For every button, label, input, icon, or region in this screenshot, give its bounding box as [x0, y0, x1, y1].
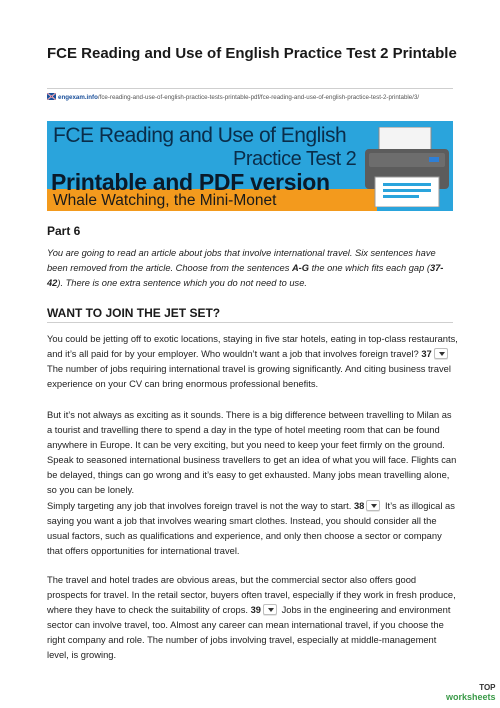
article-paragraph: [47, 332, 459, 392]
banner-line-1: FCE Reading and Use of English: [53, 124, 347, 147]
banner-line-2: Practice Test 2: [233, 148, 357, 170]
part-instructions: [47, 246, 457, 291]
instructions-range: A-G: [291, 263, 309, 273]
topworksheets-logo[interactable]: [446, 684, 496, 701]
logo-bottom-text: worksheets: [446, 692, 496, 702]
article-title-divider: [47, 322, 453, 323]
paragraph-text: Simply targeting any job that involves foreign travel is not the way to start.: [47, 501, 354, 511]
document-title: FCE Reading and Use of English Practice Test 2 Printable: [47, 45, 457, 62]
printer-icon: [365, 127, 449, 207]
gap-37-dropdown[interactable]: [434, 348, 448, 359]
source-url[interactable]: [47, 93, 457, 102]
site-favicon-icon: [47, 93, 56, 100]
paragraph-text: The travel and hotel trades are obvious areas, but the commercial sector also offers good prospects for travel. In the retail sector, buyers often travel, especially if they work in fresh produce, where they have to check the suitability of crops.: [47, 575, 456, 615]
logo-top-text: TOP: [479, 683, 496, 692]
banner-line-4: Whale Watching, the Mini-Monet: [53, 192, 277, 209]
article-title: WANT TO JOIN THE JET SET?: [47, 306, 221, 320]
source-domain[interactable]: engexam.info: [58, 94, 98, 101]
part-heading: Part 6: [47, 224, 81, 238]
instructions-text: the one which fits each gap (: [309, 263, 430, 273]
instructions-text: You are going to read an article about jobs that involve international travel. Six sentences have been removed from the article. Choose from the sentences: [47, 248, 436, 273]
banner-line-3: Printable and PDF version: [51, 169, 330, 195]
test-banner: [47, 121, 453, 211]
paragraph-text: The number of jobs requiring international travel is growing significantly. And citing business travel experience on your CV can bring enormous professional benefits.: [47, 364, 451, 389]
article-paragraph: [47, 573, 459, 663]
gap-39-dropdown[interactable]: [263, 604, 277, 615]
gap-number: 38: [353, 501, 365, 511]
article-paragraph: [47, 499, 459, 559]
article-paragraph: But it’s not always as exciting as it sounds. There is a big difference between travelling to Milan as a tourist and travelling there to spend a day in the type of hotel meeting room that can be found anywhere in Europe. It can be very exciting, but you need to keep your feet firmly on the ground. Speak to seasoned international business travellers to get an idea of what you will face. Flights can be delayed, things can go wrong and it’s easy to get exhausted. Many jobs mean travelling alone, so you can be lonely.: [47, 410, 457, 495]
source-path[interactable]: /fce-reading-and-use-of-english-practice-tests-printable-pdf/fce-reading-and-use-of-english-practice-test-2-printable/3/: [97, 94, 420, 101]
title-divider: [47, 88, 453, 89]
paragraph-text: It’s as illogical as saying you want a job that involves wearing smart clothes. Instead, you should consider all the usual factors, such as qualifications and experience, and only then choose a sector or company that offers opportunities for international travel.: [47, 501, 455, 556]
instructions-gaps: 37-42: [47, 263, 444, 288]
gap-number: 37: [421, 349, 432, 359]
paragraph-text: Jobs in the engineering and environment sector can involve travel, too. Almost any career can mean international travel, if you choose the right company and role. The number of jobs involving travel, especially at middle-management level, is growing.: [47, 605, 451, 660]
gap-38-dropdown[interactable]: [366, 500, 380, 511]
instructions-text: ). There is one extra sentence which you do not need to use.: [57, 278, 307, 288]
paragraph-text: You could be jetting off to exotic locations, staying in five star hotels, eating in top-class restaurants, and it’s all paid for by your employer. Who wouldn’t want a job that involves foreign travel?: [47, 334, 458, 359]
gap-number: 39: [250, 605, 261, 615]
